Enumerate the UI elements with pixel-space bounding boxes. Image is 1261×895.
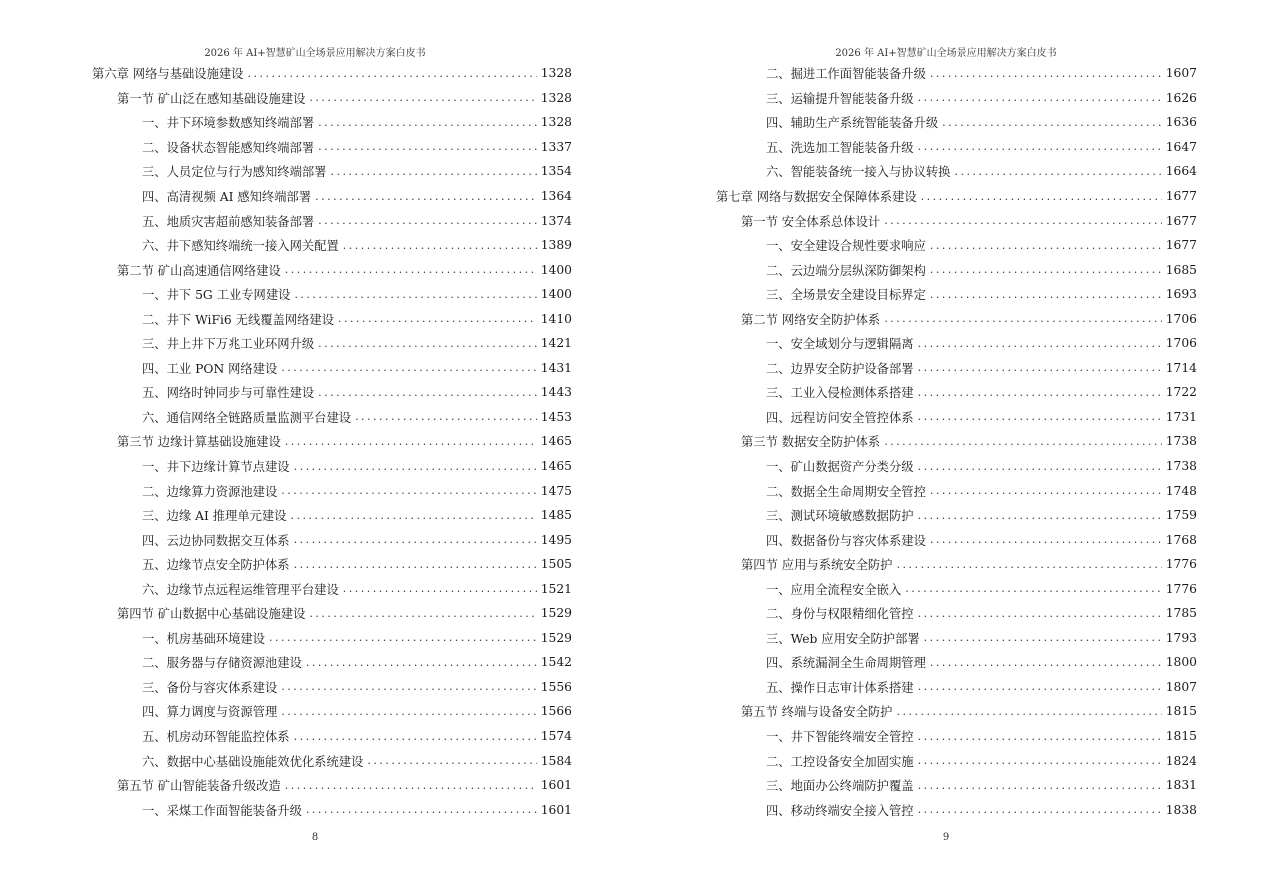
dot-leader	[315, 190, 537, 203]
dot-leader	[930, 67, 1162, 80]
dot-leader	[294, 288, 536, 301]
dot-leader	[930, 263, 1162, 276]
toc-entry-title: 六、边缘节点远程运维管理平台建设	[142, 582, 339, 597]
toc-entry-page: 1556	[540, 679, 572, 694]
toc-entry-title: 三、全场景安全建设目标界定	[766, 288, 926, 303]
toc-entry-title: 二、井下 WiFi6 无线覆盖网络建设	[142, 312, 335, 327]
toc-entry[interactable]	[92, 552, 572, 577]
toc-entry-page: 1677	[1165, 238, 1197, 253]
dot-leader	[930, 656, 1162, 669]
toc-entry[interactable]	[716, 61, 1197, 86]
dot-leader	[884, 312, 1162, 325]
dot-leader	[318, 140, 537, 153]
dot-leader	[918, 509, 1162, 522]
toc-entry-page: 1566	[540, 704, 572, 719]
toc-entry-page: 1465	[540, 434, 572, 449]
dot-leader	[921, 190, 1162, 203]
toc-entry-title: 四、工业 PON 网络建设	[142, 361, 278, 376]
dot-leader	[896, 558, 1161, 571]
toc-entry-page: 1542	[540, 655, 572, 670]
toc-entry-page: 1647	[1165, 139, 1197, 154]
toc-entry-title: 一、矿山数据资产分类分级	[766, 460, 914, 475]
toc-entry[interactable]	[92, 208, 572, 233]
toc-entry[interactable]	[92, 675, 572, 700]
toc-entry-page: 1831	[1165, 778, 1197, 793]
toc-entry[interactable]	[92, 601, 572, 626]
toc-entry[interactable]	[92, 576, 572, 601]
toc-entry[interactable]	[92, 306, 572, 331]
toc-entry-title: 第二节 网络安全防护体系	[741, 312, 881, 327]
toc-entry-page: 1793	[1165, 630, 1197, 645]
toc-entry-page: 1601	[540, 778, 572, 793]
toc-entry[interactable]	[716, 429, 1197, 454]
dot-leader	[954, 165, 1161, 178]
toc-entry[interactable]	[716, 601, 1197, 626]
dot-leader	[309, 91, 536, 104]
toc-entry-title: 第六章 网络与基础设施建设	[92, 67, 244, 82]
toc-entry-page: 1824	[1165, 753, 1197, 768]
toc-entry-title: 一、应用全流程安全嵌入	[766, 582, 902, 597]
toc-entry-page: 1636	[1165, 115, 1197, 130]
dot-leader	[930, 239, 1162, 252]
toc-entry[interactable]	[92, 478, 572, 503]
toc-entry[interactable]	[92, 282, 572, 307]
toc-entry-page: 1337	[540, 139, 572, 154]
toc-entry-title: 一、机房基础环境建设	[142, 631, 265, 646]
toc-entry-title: 六、智能装备统一接入与协议转换	[766, 165, 951, 180]
dot-leader	[884, 435, 1162, 448]
toc-entry-title: 一、井下环境参数感知终端部署	[142, 116, 315, 131]
toc-entry-title: 第五节 终端与设备安全防护	[741, 705, 893, 720]
toc-entry-page: 1328	[540, 115, 572, 130]
toc-entry-title: 五、地质灾害超前感知装备部署	[142, 214, 315, 229]
toc-entry-title: 一、井下 5G 工业专网建设	[142, 288, 291, 303]
dot-leader	[285, 435, 537, 448]
toc-entry-page: 1738	[1165, 459, 1197, 474]
toc-entry-page: 1738	[1165, 434, 1197, 449]
dot-leader	[918, 779, 1162, 792]
toc-entry-title: 一、井下边缘计算节点建设	[142, 460, 290, 475]
dot-leader	[367, 754, 536, 767]
dot-leader	[269, 631, 537, 644]
toc-entry[interactable]	[92, 527, 572, 552]
dot-leader	[281, 361, 536, 374]
toc-entry-title: 一、井下智能终端安全管控	[766, 730, 914, 745]
toc-entry-title: 三、备份与容灾体系建设	[142, 680, 278, 695]
toc-entry-title: 二、边界安全防护设备部署	[766, 361, 914, 376]
toc-entry-title: 第二节 矿山高速通信网络建设	[117, 263, 281, 278]
toc-entry-title: 四、远程访问安全管控体系	[766, 410, 914, 425]
toc-entry-title: 二、掘进工作面智能装备升级	[766, 67, 926, 82]
toc-entry[interactable]	[716, 503, 1197, 528]
toc-list	[716, 61, 1197, 822]
dot-leader	[918, 754, 1162, 767]
toc-entry-page: 1421	[540, 336, 572, 351]
toc-entry[interactable]	[92, 233, 572, 258]
dot-leader	[924, 631, 1162, 644]
toc-entry[interactable]	[92, 748, 572, 773]
dot-leader	[294, 558, 537, 571]
toc-entry-title: 五、机房动环智能监控体系	[142, 730, 290, 745]
toc-entry-title: 二、服务器与存储资源池建设	[142, 656, 302, 671]
page-number: 8	[311, 832, 319, 843]
toc-entry[interactable]	[716, 773, 1197, 798]
toc-entry-page: 1453	[540, 409, 572, 424]
toc-entry[interactable]	[92, 797, 572, 822]
dot-leader	[294, 533, 537, 546]
dot-leader	[343, 239, 537, 252]
dot-leader	[294, 460, 537, 473]
toc-entry-title: 二、工控设备安全加固实施	[766, 754, 914, 769]
toc-entry[interactable]	[92, 257, 572, 282]
toc-entry-page: 1714	[1165, 360, 1197, 375]
toc-entry[interactable]	[716, 331, 1197, 356]
toc-entry-page: 1776	[1165, 581, 1197, 596]
running-header: 2026 年 AI+智慧矿山全场景应用解决方案白皮书	[204, 48, 426, 59]
toc-entry-title: 一、安全建设合规性要求响应	[766, 239, 926, 254]
dot-leader	[281, 484, 536, 497]
dot-leader	[930, 533, 1162, 546]
toc-entry[interactable]	[716, 356, 1197, 381]
toc-entry-page: 1677	[1165, 213, 1197, 228]
toc-entry[interactable]	[716, 233, 1197, 258]
dot-leader	[285, 779, 537, 792]
dot-leader	[338, 312, 537, 325]
toc-entry[interactable]	[92, 86, 572, 111]
running-header: 2026 年 AI+智慧矿山全场景应用解决方案白皮书	[835, 48, 1057, 59]
dot-leader	[918, 680, 1162, 693]
dot-leader	[918, 410, 1162, 423]
toc-entry[interactable]	[716, 380, 1197, 405]
toc-entry[interactable]	[716, 527, 1197, 552]
toc-entry-page: 1693	[1165, 287, 1197, 302]
toc-entry-page: 1400	[540, 262, 572, 277]
toc-entry-title: 五、操作日志审计体系搭建	[766, 680, 914, 695]
toc-entry-title: 六、井下感知终端统一接入网关配置	[142, 239, 339, 254]
toc-entry-title: 第四节 矿山数据中心基础设施建设	[117, 607, 306, 622]
toc-entry-page: 1601	[540, 802, 572, 817]
toc-entry[interactable]	[716, 86, 1197, 111]
toc-entry[interactable]	[92, 356, 572, 381]
dot-leader	[306, 656, 537, 669]
toc-entry-page: 1800	[1165, 655, 1197, 670]
toc-entry[interactable]	[92, 331, 572, 356]
toc-entry-page: 1838	[1165, 802, 1197, 817]
toc-entry-page: 1328	[540, 90, 572, 105]
toc-entry[interactable]	[716, 626, 1197, 651]
toc-entry[interactable]	[716, 748, 1197, 773]
toc-entry[interactable]	[92, 626, 572, 651]
toc-entry-title: 四、高清视频 AI 感知终端部署	[142, 190, 312, 204]
toc-entry[interactable]	[716, 797, 1197, 822]
dot-leader	[247, 67, 536, 80]
toc-entry-title: 第四节 应用与系统安全防护	[741, 558, 893, 573]
toc-entry[interactable]	[92, 61, 572, 86]
dot-leader	[355, 410, 537, 423]
dot-leader	[306, 803, 537, 816]
toc-entry-title: 三、工业入侵检测体系搭建	[766, 386, 914, 401]
dot-leader	[318, 116, 537, 129]
page-number: 9	[942, 832, 950, 843]
toc-entry-title: 二、数据全生命周期安全管控	[766, 484, 926, 499]
dot-leader	[942, 116, 1162, 129]
toc-entry-page: 1505	[540, 557, 572, 572]
toc-entry-page: 1706	[1165, 336, 1197, 351]
dot-leader	[918, 361, 1162, 374]
dot-leader	[918, 91, 1162, 104]
toc-entry-title: 二、云边端分层纵深防御架构	[766, 263, 926, 278]
toc-entry-page: 1354	[540, 164, 572, 179]
toc-entry[interactable]	[716, 159, 1197, 184]
toc-entry-page: 1389	[540, 238, 572, 253]
toc-entry-page: 1574	[540, 729, 572, 744]
dot-leader	[918, 803, 1162, 816]
toc-entry-title: 第一节 安全体系总体设计	[741, 214, 881, 229]
toc-entry-page: 1815	[1165, 704, 1197, 719]
toc-entry-title: 四、辅助生产系统智能装备升级	[766, 116, 939, 131]
toc-entry-title: 第三节 边缘计算基础设施建设	[117, 435, 281, 450]
dot-leader	[905, 582, 1161, 595]
toc-entry-title: 一、安全域划分与逻辑隔离	[766, 337, 914, 352]
toc-entry-title: 二、边缘算力资源池建设	[142, 484, 278, 499]
toc-entry-title: 三、Web 应用安全防护部署	[766, 631, 920, 646]
toc-entry-title: 第五节 矿山智能装备升级改造	[117, 779, 281, 794]
toc-entry[interactable]	[716, 135, 1197, 160]
toc-entry-page: 1410	[540, 311, 572, 326]
toc-entry[interactable]	[92, 135, 572, 160]
toc-entry-title: 三、人员定位与行为感知终端部署	[142, 165, 327, 180]
toc-entry-page: 1776	[1165, 557, 1197, 572]
dot-leader	[896, 705, 1161, 718]
toc-entry[interactable]	[716, 257, 1197, 282]
dot-leader	[285, 263, 537, 276]
toc-entry-page: 1626	[1165, 90, 1197, 105]
toc-entry-title: 二、身份与权限精细化管控	[766, 607, 914, 622]
toc-entry-page: 1731	[1165, 409, 1197, 424]
toc-entry[interactable]	[92, 110, 572, 135]
toc-entry[interactable]	[92, 699, 572, 724]
toc-entry[interactable]	[716, 576, 1197, 601]
toc-entry[interactable]	[716, 282, 1197, 307]
toc-entry[interactable]	[716, 208, 1197, 233]
toc-entry-title: 四、数据备份与容灾体系建设	[766, 533, 926, 548]
dot-leader	[918, 337, 1162, 350]
dot-leader	[343, 582, 537, 595]
toc-entry-page: 1815	[1165, 729, 1197, 744]
toc-entry-page: 1607	[1165, 66, 1197, 81]
toc-entry[interactable]	[716, 184, 1197, 209]
toc-entry-page: 1748	[1165, 483, 1197, 498]
dot-leader	[918, 140, 1162, 153]
dot-leader	[330, 165, 536, 178]
toc-entry[interactable]	[92, 650, 572, 675]
toc-entry-title: 三、井上井下万兆工业环网升级	[142, 337, 315, 352]
toc-entry-title: 二、设备状态智能感知终端部署	[142, 140, 315, 155]
toc-entry-page: 1768	[1165, 532, 1197, 547]
toc-entry-title: 第三节 数据安全防护体系	[741, 435, 881, 450]
dot-leader	[918, 730, 1162, 743]
dot-leader	[294, 730, 537, 743]
toc-entry[interactable]	[716, 478, 1197, 503]
toc-entry-page: 1584	[540, 753, 572, 768]
toc-entry[interactable]	[716, 699, 1197, 724]
toc-entry[interactable]	[716, 724, 1197, 749]
toc-entry[interactable]	[716, 675, 1197, 700]
toc-entry-title: 三、边缘 AI 推理单元建设	[142, 509, 287, 524]
toc-entry-page: 1443	[540, 385, 572, 400]
dot-leader	[291, 509, 537, 522]
toc-entry-title: 三、地面办公终端防护覆盖	[766, 779, 914, 794]
toc-entry[interactable]	[92, 454, 572, 479]
toc-entry-title: 五、边缘节点安全防护体系	[142, 558, 290, 573]
toc-entry-page: 1706	[1165, 311, 1197, 326]
toc-entry-page: 1465	[540, 459, 572, 474]
left-page	[0, 0, 630, 895]
toc-entry-page: 1664	[1165, 164, 1197, 179]
dot-leader	[281, 680, 536, 693]
dot-leader	[918, 460, 1162, 473]
toc-entry[interactable]	[92, 503, 572, 528]
toc-entry-page: 1759	[1165, 508, 1197, 523]
dot-leader	[884, 214, 1162, 227]
toc-entry-page: 1495	[540, 532, 572, 547]
toc-entry-page: 1400	[540, 287, 572, 302]
toc-entry-page: 1807	[1165, 679, 1197, 694]
dot-leader	[318, 214, 537, 227]
toc-entry-title: 第一节 矿山泛在感知基础设施建设	[117, 91, 306, 106]
toc-entry-page: 1529	[540, 630, 572, 645]
toc-entry-page: 1485	[540, 508, 572, 523]
toc-entry[interactable]	[92, 159, 572, 184]
toc-entry-page: 1475	[540, 483, 572, 498]
dot-leader	[318, 386, 537, 399]
toc-list	[92, 61, 572, 822]
dot-leader	[930, 484, 1162, 497]
toc-entry-title: 六、数据中心基础设施能效优化系统建设	[142, 754, 364, 769]
toc-entry-title: 六、通信网络全链路质量监测平台建设	[142, 410, 352, 425]
toc-entry[interactable]	[716, 110, 1197, 135]
toc-entry[interactable]	[716, 454, 1197, 479]
toc-entry[interactable]	[92, 773, 572, 798]
toc-entry[interactable]	[716, 405, 1197, 430]
toc-entry-page: 1374	[540, 213, 572, 228]
toc-entry[interactable]	[92, 380, 572, 405]
toc-entry-page: 1521	[540, 581, 572, 596]
toc-entry[interactable]	[716, 552, 1197, 577]
toc-entry-page: 1364	[540, 189, 572, 203]
toc-entry-title: 一、采煤工作面智能装备升级	[142, 803, 302, 818]
toc-entry-page: 1685	[1165, 262, 1197, 277]
toc-entry-title: 三、测试环境敏感数据防护	[766, 509, 914, 524]
dot-leader	[930, 288, 1162, 301]
toc-entry-title: 五、网络时钟同步与可靠性建设	[142, 386, 315, 401]
toc-entry-title: 三、运输提升智能装备升级	[766, 91, 914, 106]
toc-entry[interactable]	[92, 184, 572, 209]
dot-leader	[309, 607, 536, 620]
toc-entry-title: 四、系统漏洞全生命周期管理	[766, 656, 926, 671]
dot-leader	[918, 386, 1162, 399]
toc-entry-title: 四、算力调度与资源管理	[142, 705, 278, 720]
toc-entry-page: 1785	[1165, 606, 1197, 621]
toc-entry-title: 第七章 网络与数据安全保障体系建设	[716, 190, 917, 204]
dot-leader	[281, 705, 536, 718]
toc-entry-title: 四、云边协同数据交互体系	[142, 533, 290, 548]
toc-entry-page: 1529	[540, 606, 572, 621]
toc-entry-title: 四、移动终端安全接入管控	[766, 803, 914, 818]
toc-entry[interactable]	[92, 405, 572, 430]
right-page	[631, 0, 1261, 895]
toc-entry[interactable]	[716, 650, 1197, 675]
toc-entry-page: 1328	[540, 66, 572, 81]
dot-leader	[318, 337, 537, 350]
toc-entry[interactable]	[716, 306, 1197, 331]
toc-entry-page: 1431	[540, 360, 572, 375]
toc-entry-page: 1677	[1165, 189, 1197, 203]
dot-leader	[918, 607, 1162, 620]
toc-entry[interactable]	[92, 429, 572, 454]
toc-entry-page: 1722	[1165, 385, 1197, 400]
toc-entry-title: 五、洗选加工智能装备升级	[766, 140, 914, 155]
toc-entry[interactable]	[92, 724, 572, 749]
